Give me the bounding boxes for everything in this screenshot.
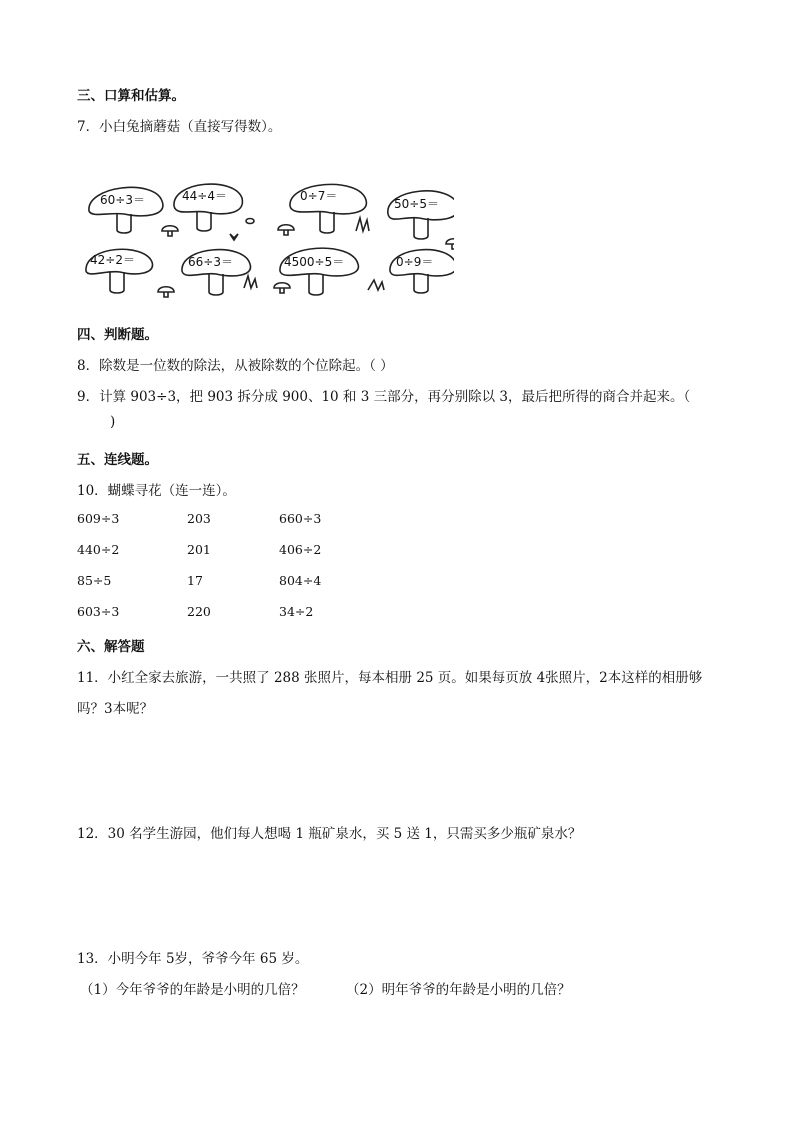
match-left-item[interactable]: 85÷5 xyxy=(77,573,112,588)
small-mushroom-icon xyxy=(162,226,178,236)
match-right-item[interactable]: 804÷4 xyxy=(279,573,322,588)
question-13-text: 13．小明今年 5岁，爷爷今年 65 岁。 xyxy=(77,951,309,967)
question-10-text: 10．蝴蝶寻花（连一连）。 xyxy=(77,483,236,499)
question-7-text: 7．小白兔摘蘑菇（直接写得数）。 xyxy=(77,119,282,135)
match-left-item[interactable]: 440÷2 xyxy=(77,542,120,557)
grass-icon xyxy=(356,218,369,231)
mushroom-label-3: 0÷7＝ xyxy=(300,189,338,203)
small-mushroom-icon xyxy=(278,225,294,235)
question-9-line-1: 9．计算 903÷3，把 903 拆分成 900、10 和 3 三部分，再分别除以 3，最后把所得的商合并起来。（ xyxy=(77,389,691,405)
mushroom-label-1: 60÷3＝ xyxy=(100,193,145,207)
match-middle-item[interactable]: 203 xyxy=(187,511,211,526)
match-right-item[interactable]: 34÷2 xyxy=(279,604,314,619)
mushroom-label-5: 42÷2＝ xyxy=(90,253,135,267)
mushroom-label-6: 66÷3＝ xyxy=(188,255,233,269)
match-left-item[interactable]: 609÷3 xyxy=(77,511,120,526)
butterfly-icon xyxy=(230,234,238,240)
mushroom-label-2: 44÷4＝ xyxy=(182,189,227,203)
grass-icon xyxy=(368,280,384,290)
mushroom-label-8: 0÷9＝ xyxy=(396,255,434,269)
match-right-item[interactable]: 406÷2 xyxy=(279,542,322,557)
question-11-line-2: 吗？3本呢？ xyxy=(77,701,154,717)
section-heading-matching: 五、连线题。 xyxy=(77,452,158,468)
question-12-text: 12．30 名学生游园，他们每人想喝 1 瓶矿泉水，买 5 送 1，只需买多少瓶矿泉水？ xyxy=(77,826,582,842)
match-middle-item[interactable]: 220 xyxy=(187,604,211,619)
small-mushroom-icon xyxy=(446,239,454,249)
match-right-item[interactable]: 660÷3 xyxy=(279,511,322,526)
question-8-text: 8．除数是一位数的除法，从被除数的个位除起。（ ） xyxy=(77,358,394,374)
grass-icon xyxy=(244,276,257,288)
small-mushroom-icon xyxy=(274,283,290,293)
question-11-line-1: 11．小红全家去旅游，一共照了 288 张照片，每本相册 25 页。如果每页放 4张照片，2本这样的相册够 xyxy=(77,670,703,686)
section-heading-word-problems: 六、解答题 xyxy=(77,639,145,655)
match-middle-item[interactable]: 201 xyxy=(187,542,211,557)
question-13-sub-1: （1）今年爷爷的年龄是小明的几倍？ xyxy=(80,982,305,998)
small-mushroom-icon xyxy=(158,287,174,297)
question-9-line-2: ) xyxy=(110,414,116,430)
mushroom-label-7: 4500÷5＝ xyxy=(284,255,345,269)
mushroom-illustration xyxy=(84,176,454,306)
match-left-item[interactable]: 603÷3 xyxy=(77,604,120,619)
section-heading-judgment: 四、判断题。 xyxy=(77,327,158,343)
mushroom-label-4: 50÷5＝ xyxy=(394,197,439,211)
mushroom-labels xyxy=(90,189,439,269)
pebble-icon xyxy=(246,219,254,224)
section-heading-oral-calculation: 三、口算和估算。 xyxy=(77,88,185,104)
question-13-sub-2: （2）明年爷爷的年龄是小明的几倍？ xyxy=(346,982,571,998)
match-middle-item[interactable]: 17 xyxy=(187,573,203,588)
